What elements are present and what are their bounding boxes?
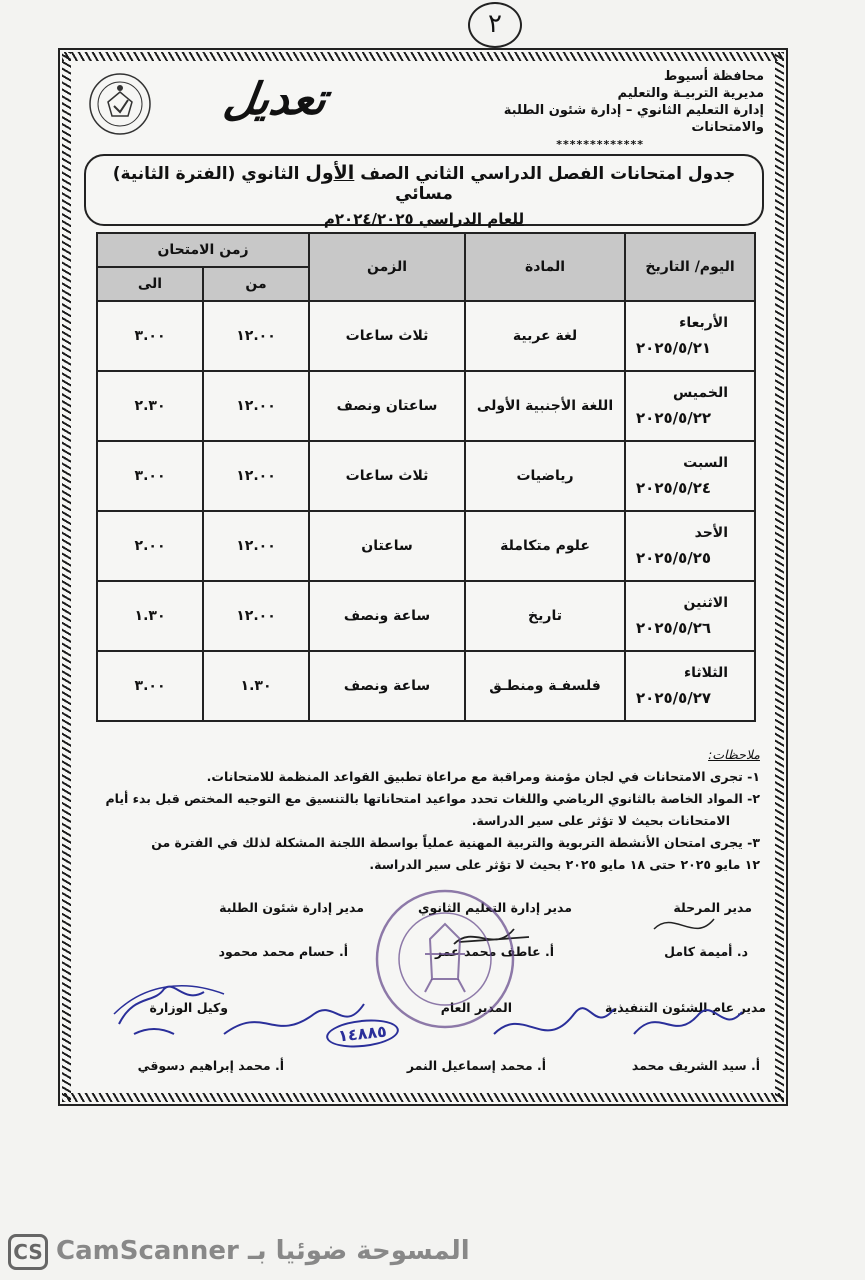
to-cell: ١.٣٠	[97, 581, 203, 651]
exam-date: ٢٠٢٥/٥/٢٧	[636, 689, 712, 707]
day-name: الثلاثاء	[683, 665, 729, 681]
note-2b: الامتحانات بحيث لا تؤثر على سير الدراسة.	[471, 813, 730, 828]
header-exam-time: زمن الامتحان	[97, 233, 309, 267]
general-director-name: أ. محمد إسماعيل النمر	[406, 1058, 546, 1073]
exam-date: ٢٠٢٥/٥/٢٤	[636, 479, 712, 497]
exam-date: ٢٠٢٥/٥/٢٢	[636, 409, 712, 427]
duration-cell: ساعة ونصف	[309, 651, 465, 721]
subject-cell: تاريخ	[465, 581, 625, 651]
day-name: الأربعاء	[679, 315, 729, 331]
to-cell: ٢.٣٠	[97, 371, 203, 441]
exec-director-name: أ. سيد الشريف محمد	[631, 1058, 760, 1073]
header-subject: المادة	[465, 233, 625, 301]
note-3b: ١٢ مايو ٢٠٢٥ حتى ١٨ مايو ٢٠٢٥ بحيث لا تؤثر على سير الدراسة.	[369, 857, 760, 872]
deputy-minister-title: وكيل الوزارة	[149, 1000, 228, 1015]
stars-separator: *************	[556, 138, 644, 151]
table-row	[97, 371, 755, 441]
title-highlight: الأول	[305, 162, 355, 184]
exam-schedule-table	[96, 232, 756, 722]
subject-cell: علوم متكاملة	[465, 511, 625, 581]
notes-section	[70, 744, 760, 876]
camscanner-watermark	[0, 1226, 865, 1280]
day-name: الخميس	[672, 385, 729, 401]
page-number: ٢	[468, 2, 522, 48]
day-date-cell	[625, 511, 755, 581]
camscanner-text: CamScanner المسوحة ضوئيا بـ	[56, 1236, 470, 1266]
general-director-title: المدير العام	[440, 1000, 512, 1015]
ministry-seal-icon	[88, 72, 152, 136]
duration-cell: ساعتان	[309, 511, 465, 581]
duration-cell: ساعتان ونصف	[309, 371, 465, 441]
stage-director-name: د. أميمة كامل	[664, 944, 748, 959]
day-name: السبت	[683, 455, 729, 471]
day-date-cell	[625, 651, 755, 721]
from-cell: ١٢.٠٠	[203, 581, 309, 651]
from-cell: ١٢.٠٠	[203, 301, 309, 371]
letterhead	[464, 68, 764, 153]
from-cell: ١.٣٠	[203, 651, 309, 721]
handwritten-number: ١٤٨٨٥	[325, 1016, 400, 1050]
header-from: من	[203, 267, 309, 301]
to-cell: ٣.٠٠	[97, 441, 203, 511]
table-row	[97, 651, 755, 721]
table-row	[97, 581, 755, 651]
deputy-minister-name: أ. محمد إبراهيم دسوقي	[137, 1058, 284, 1073]
duration-cell: ثلاث ساعات	[309, 441, 465, 511]
day-date-cell	[625, 301, 755, 371]
secondary-director-name: أ. عاطف محمد عمر	[434, 944, 554, 959]
stage-director-title: مدير المرحلة	[673, 900, 752, 915]
subject-cell: فلسفـة ومنطـق	[465, 651, 625, 721]
border-top	[62, 52, 784, 61]
subject-cell: اللغة الأجنبية الأولى	[465, 371, 625, 441]
duration-cell: ثلاث ساعات	[309, 301, 465, 371]
from-cell: ١٢.٠٠	[203, 371, 309, 441]
note-2a: ٢- المواد الخاصة بالثانوي الرياضي واللغات تحدد مواعيد امتحاناتها بالتنسيق مع التوجيه المختص قبل بدء أيام	[105, 791, 760, 806]
day-date-cell	[625, 371, 755, 441]
sheet-content	[74, 64, 772, 1090]
border-right	[775, 52, 784, 1102]
secondary-director-title: مدير إدارة التعليم الثانوي	[418, 900, 572, 915]
exec-director-title: مدير عام الشئون التنفيذية	[605, 1000, 766, 1015]
notes-title: ملاحظات:	[708, 747, 760, 762]
to-cell: ٣.٠٠	[97, 651, 203, 721]
title-suffix: الثانوي (الفترة الثانية) مسائي	[112, 164, 453, 204]
day-name: الأحد	[694, 525, 729, 541]
exam-date: ٢٠٢٥/٥/٢١	[636, 339, 712, 357]
header-day-date: اليوم/ التاريخ	[625, 233, 755, 301]
directorate: مديرية التربيـة والتعليم	[617, 86, 764, 101]
affairs-director-name: أ. حسام محمد محمود	[218, 944, 348, 959]
subject-cell: لغة عربية	[465, 301, 625, 371]
border-bottom	[62, 1093, 784, 1102]
table-row	[97, 441, 755, 511]
exam-sheet	[58, 48, 788, 1106]
affairs-director-title: مدير إدارة شئون الطلبة	[219, 900, 364, 915]
note-1: ١- تجرى الامتحانات في لجان مؤمنة ومراقبة مع مراعاة تطبيق القواعد المنظمة للامتحانات.	[206, 769, 760, 784]
note-3a: ٣- يجرى امتحان الأنشطة التربوية والتربية المهنية عملياً بواسطة اللجنة المشكلة لذلك في الفترة من	[151, 835, 760, 850]
amendment-stamp: تعديل	[220, 74, 330, 125]
table-row	[97, 511, 755, 581]
title-prefix: جدول امتحانات الفصل الدراسي الثاني الصف	[360, 164, 736, 184]
duration-cell: ساعة ونصف	[309, 581, 465, 651]
exam-date: ٢٠٢٥/٥/٢٦	[636, 619, 712, 637]
official-stamp-icon	[370, 884, 520, 1034]
border-left	[62, 52, 71, 1102]
to-cell: ٣.٠٠	[97, 301, 203, 371]
header-to: الى	[97, 267, 203, 301]
governorate: محافظة أسيوط	[663, 69, 764, 84]
header-duration: الزمن	[309, 233, 465, 301]
day-date-cell	[625, 581, 755, 651]
camscanner-logo-icon: CS	[8, 1234, 48, 1270]
title-year: للعام الدراسي ٢٠٢٤/٢٠٢٥م	[323, 210, 525, 228]
day-name: الاثنين	[683, 595, 729, 611]
from-cell: ١٢.٠٠	[203, 441, 309, 511]
table-row	[97, 301, 755, 371]
to-cell: ٢.٠٠	[97, 511, 203, 581]
department: إدارة التعليم الثانوي – إدارة شئون الطلبة والامتحانات	[503, 103, 764, 135]
schedule-title	[84, 154, 764, 226]
day-date-cell	[625, 441, 755, 511]
subject-cell: رياضيات	[465, 441, 625, 511]
from-cell: ١٢.٠٠	[203, 511, 309, 581]
exam-date: ٢٠٢٥/٥/٢٥	[636, 549, 712, 567]
